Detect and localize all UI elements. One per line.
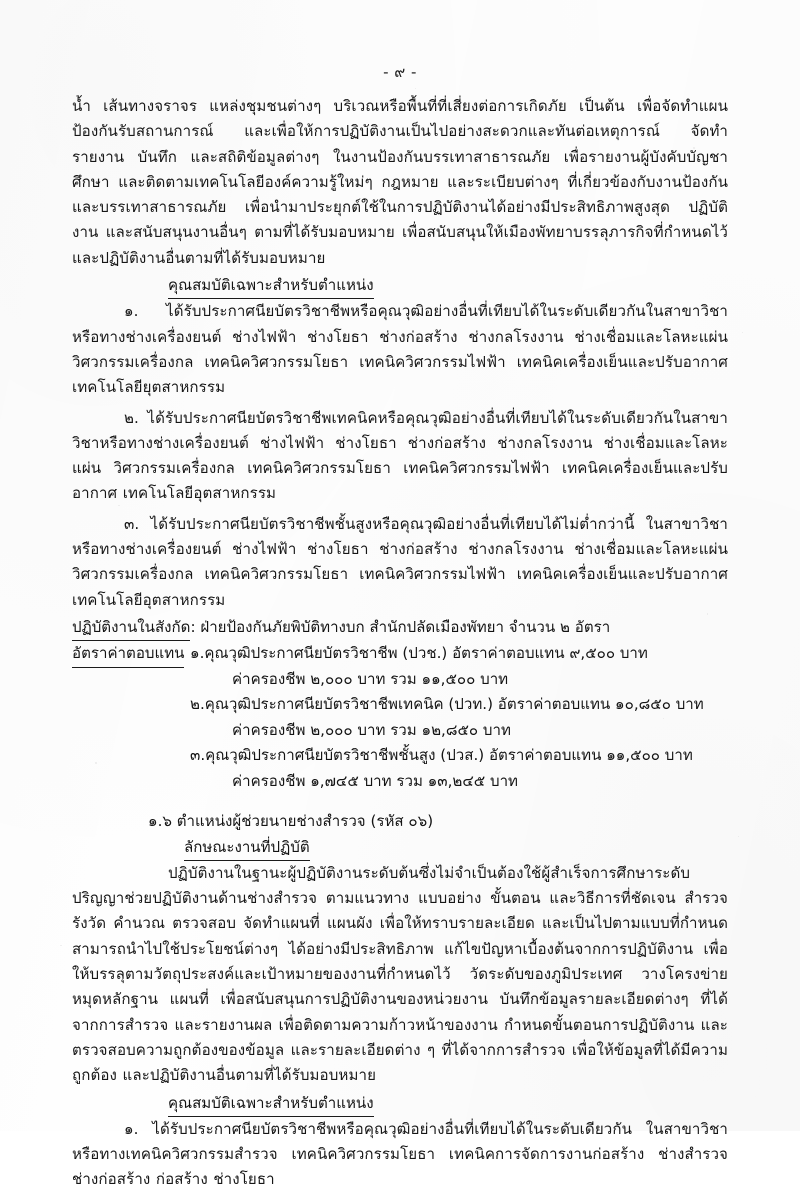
- compensation-label-wrap: [72, 641, 190, 667]
- assignment-value: : ฝ่ายป้องกันภัยพิบัติทางบก สำนักปลัดเมืองพัทยา จำนวน ๒ อัตรา: [190, 617, 611, 636]
- compensation-row-2: [72, 692, 728, 743]
- compensation-row-3: [72, 743, 728, 794]
- compensation-item-3-sub: ค่าครองชีพ ๑,๗๔๕ บาท รวม ๑๓,๒๔๕ บาท: [232, 771, 519, 790]
- assignment-row: [72, 615, 728, 641]
- section-1-6-title: ๑.๖ ตำแหน่งผู้ช่วยนายช่างสำรวจ (รหัส ๐๖): [148, 812, 434, 831]
- intro-paragraph: น้ำ เส้นทางจราจร แหล่งชุมชนต่างๆ บริเวณหรือพื้นที่ที่เสี่ยงต่อการเกิดภัย เป็นต้น เพื่อจัดทำแผนป้องกันรับสถานการณ์ และเพื่อให้การปฏิบัติงานเป็นไปอย่างสะดวกและทันต่อเหตุการณ์ จัดทำรายงาน บันทึก และสถิติข้อมูลต่างๆ ในงานป้องกันบรรเทาสาธารณภัย เพื่อรายงานผู้บังคับบัญชา ศึกษา และติดตามเทคโนโลยีองค์ความรู้ใหม่ๆ กฎหมาย และระเบียบต่างๆ ที่เกี่ยวข้องกับงานป้องกันและบรรเทาสาธารณภัย เพื่อนำมาประยุกต์ใช้ในการปฏิบัติงานได้อย่างมีประสิทธิภาพสูงสุด ปฏิบัติงาน และสนับสนุนงานอื่นๆ ตามที่ได้รับมอบหมาย เพื่อสนับสนุนให้เมืองพัทยาบรรลุภารกิจที่กำหนดไว้ และปฏิบัติงานอื่นตามที่ได้รับมอบหมาย: [72, 97, 728, 267]
- assignment-label-wrap: [72, 615, 190, 641]
- compensation-row-1: [72, 641, 728, 692]
- qualifications-heading-2-wrap: [72, 1091, 728, 1117]
- compensation-item-3-main: ๓.คุณวุฒิประกาศนียบัตรวิชาชีพชั้นสูง (ปวส.) อัตราค่าตอบแทน ๑๑,๕๐๐ บาท: [190, 746, 693, 765]
- qualification-item-2: ๒. ได้รับประกาศนียบัตรวิชาชีพเทคนิคหรือคุณวุฒิอย่างอื่นที่เทียบได้ในระดับเดียวกันในสาขาวิชาหรือทางช่างเครื่องยนต์ ช่างไฟฟ้า ช่างโยธา ช่างก่อสร้าง ช่างกลโรงงาน ช่างเชื่อมและโลหะแผ่น วิศวกรรมเครื่องกล เทคนิควิศวกรรมโยธา เทคนิควิศวกรรมไฟฟ้า เทคนิคเครื่องเย็นและปรับอากาศ เทคโนโลยีอุตสาหกรรม: [72, 408, 728, 503]
- qualification-item-1: ๑. ได้รับประกาศนียบัตรวิชาชีพหรือคุณวุฒิอย่างอื่นที่เทียบได้ในระดับเดียวกันในสาขาวิชาหรือทางช่างเครื่องยนต์ ช่างไฟฟ้า ช่างโยธา ช่างก่อสร้าง ช่างกลโรงงาน ช่างเชื่อมและโลหะแผ่น วิศวกรรมเครื่องกล เทคนิควิศวกรรมโยธา เทคนิควิศวกรรมไฟฟ้า เทคนิคเครื่องเย็นและปรับอากาศ เทคโนโลยียุตสาหกรรม: [72, 302, 728, 397]
- section-1-6-qualification-item-1: ๑. ได้รับประกาศนียบัตรวิชาชีพหรือคุณวุฒิอย่างอื่นที่เทียบได้ในระดับเดียวกัน ในสาขาวิชาหรือทางเทคนิควิศวกรรมสำรวจ เทคนิควิศวกรรมโยธา เทคนิคการจัดการงานก่อสร้าง ช่างสำรวจ ช่างก่อสร้าง ก่อสร้าง ช่างโยธา: [72, 1119, 728, 1189]
- compensation-item-3: [190, 743, 728, 794]
- compensation-item-1: [190, 641, 728, 692]
- compensation-item-2: [190, 692, 728, 743]
- duties-paragraph: ปฏิบัติงานในฐานะผู้ปฏิบัติงานระดับต้นซึ่งไม่จำเป็นต้องใช้ผู้สำเร็จการศึกษาระดับปริญญาช่วยปฏิบัติงานด้านช่างสำรวจ ตามแนวทาง แบบอย่าง ขั้นตอน และวิธีการที่ชัดเจน สำรวจ รังวัด คำนวณ ตรวจสอบ จัดทำแผนที่ แผนผัง เพื่อให้ทราบรายละเอียด และเป็นไปตามแบบที่กำหนด สามารถนำไปใช้ประโยชน์ต่างๆ ได้อย่างมีประสิทธิภาพ แก้ไขปัญหาเบื้องต้นจากการปฏิบัติงาน เพื่อให้บรรลุตามวัตถุประสงค์และเป้าหมายของงานที่กำหนดไว้ วัดระดับของภูมิประเทศ วางโครงข่ายหมุดหลักฐาน แผนที่ เพื่อสนับสนุนการปฏิบัติงานของหน่วยงาน บันทึกข้อมูลรายละเอียดต่างๆ ที่ได้จากการสำรวจ และรายงานผล เพื่อติดตามความก้าวหน้าของงาน กำหนดขั้นตอนการปฏิบัติงาน และตรวจสอบความถูกต้องของข้อมูล และรายละเอียดต่าง ๆ ที่ได้จากการสำรวจ เพื่อให้ข้อมูลที่ได้มีความถูกต้อง และปฏิบัติงานอื่นตามที่ได้รับมอบหมาย: [72, 863, 728, 1085]
- compensation-item-1-sub: ค่าครองชีพ ๒,๐๐๐ บาท รวม ๑๑,๕๐๐ บาท: [232, 669, 509, 688]
- compensation-item-2-main: ๒.คุณวุฒิประกาศนียบัตรวิชาชีพเทคนิค (ปวท.) อัตราค่าตอบแทน ๑๐,๘๕๐ บาท: [190, 695, 704, 714]
- duties-heading-wrap: [72, 835, 728, 861]
- compensation-item-2-sub: ค่าครองชีพ ๒,๐๐๐ บาท รวม ๑๒,๘๕๐ บาท: [232, 720, 511, 739]
- assignment-label: ปฏิบัติงานในสังกัด: [72, 615, 190, 641]
- page-content: [72, 0, 728, 1189]
- qualifications-heading-2: คุณสมบัติเฉพาะสำหรับตำแหน่ง: [168, 1091, 374, 1117]
- qualification-item-3: ๓. ได้รับประกาศนียบัตรวิชาชีพชั้นสูงหรือคุณวุฒิอย่างอื่นที่เทียบได้ไม่ต่ำกว่านี้ ในสาขาวิชาหรือทางช่างเครื่องยนต์ ช่างไฟฟ้า ช่างโยธา ช่างก่อสร้าง ช่างกลโรงงาน ช่างเชื่อมและโลหะแผ่น วิศวกรรมเครื่องกล เทคนิควิศวกรรมโยธา เทคนิควิศวกรรมไฟฟ้า เทคนิคเครื่องเย็นและปรับอากาศ เทคโนโลยีอุตสาหกรรม: [72, 514, 728, 609]
- qualifications-heading-1: คุณสมบัติเฉพาะสำหรับตำแหน่ง: [168, 273, 374, 299]
- qualifications-heading-1-wrap: [72, 273, 728, 299]
- compensation-item-1-main: ๑.คุณวุฒิประกาศนียบัตรวิชาชีพ (ปวช.) อัตราค่าตอบแทน ๙,๕๐๐ บาท: [190, 644, 648, 663]
- compensation-label: อัตราค่าตอบแทน: [72, 641, 184, 667]
- duties-heading: ลักษณะงานที่ปฏิบัติ: [184, 835, 310, 861]
- page-folio-number: - ๙ -: [383, 63, 417, 81]
- document-body: [72, 94, 728, 1193]
